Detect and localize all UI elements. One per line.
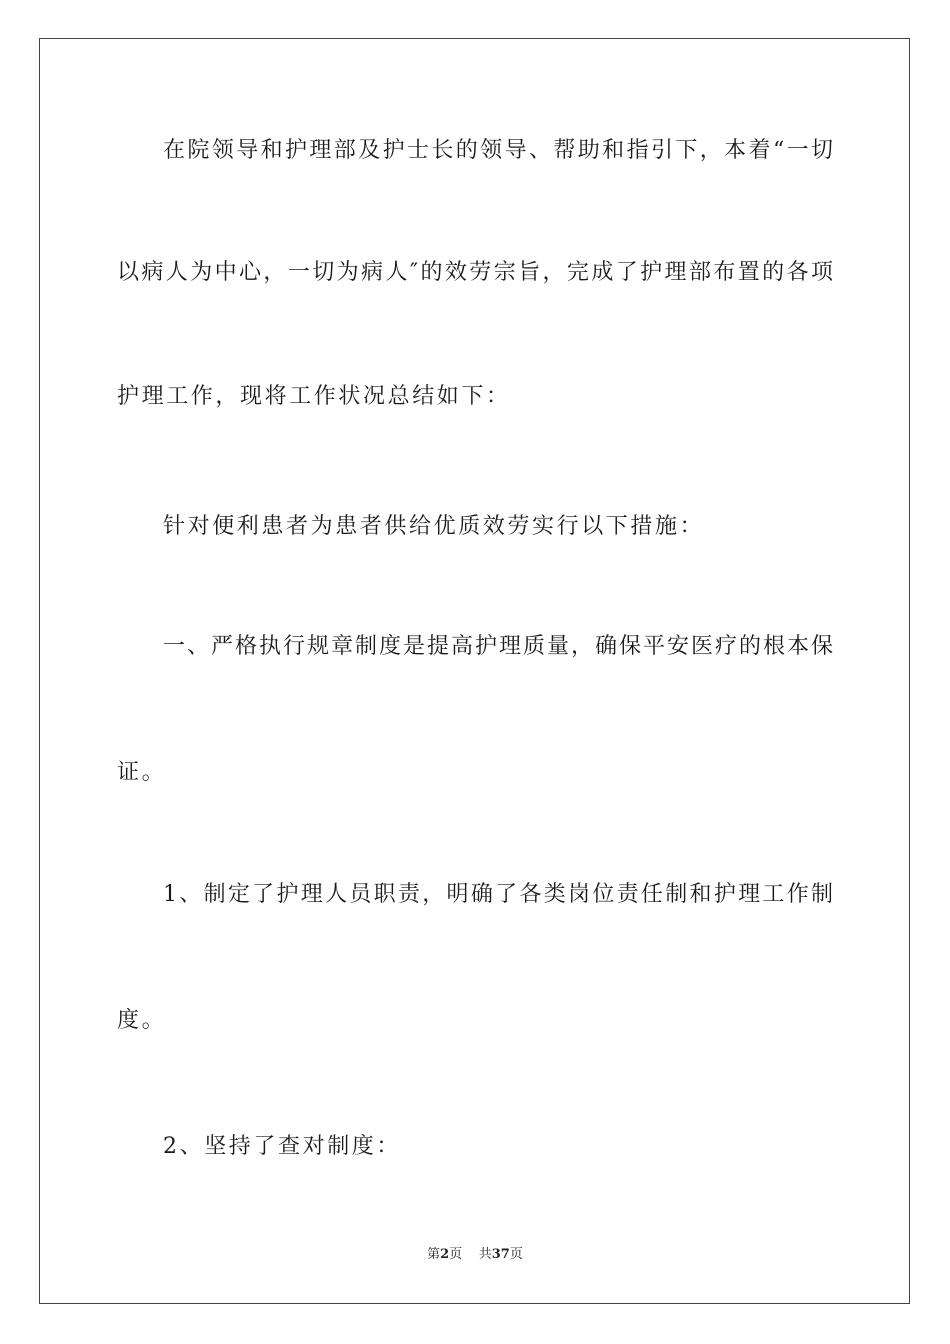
footer-page-prefix: 第 (427, 1247, 441, 1262)
section-1-heading-line-1: 一、严格执行规章制度是提高护理质量，确保平安医疗的根本保 (163, 634, 833, 659)
section-1-heading-line-2: 证。 (117, 760, 167, 785)
footer-page-suffix: 页 (449, 1247, 463, 1262)
paragraph-2: 针对便利患者为患者供给优质效劳实行以下措施： (163, 514, 705, 539)
item-1-line-1: 1、制定了护理人员职责，明确了各类岗位责任制和护理工作制 (163, 882, 833, 907)
page-border (39, 38, 910, 1304)
footer-total-pages: 37 (491, 1247, 510, 1262)
item-1-line-2: 度。 (117, 1008, 167, 1033)
page-footer (0, 1246, 950, 1264)
paragraph-1-line-2: 以病人为中心，一切为病人″的效劳宗旨，完成了护理部布置的各项 (117, 260, 833, 285)
paragraph-1-line-3: 护理工作，现将工作状况总结如下： (117, 384, 511, 409)
footer-total-suffix: 页 (509, 1247, 523, 1262)
footer-page-number: 2 (440, 1247, 450, 1262)
item-2: 2、坚持了查对制度： (163, 1134, 401, 1159)
paragraph-1-line-1: 在院领导和护理部及护士长的领导、帮助和指引下，本着“一切 (163, 138, 833, 163)
footer-total-prefix: 共 (478, 1247, 492, 1262)
